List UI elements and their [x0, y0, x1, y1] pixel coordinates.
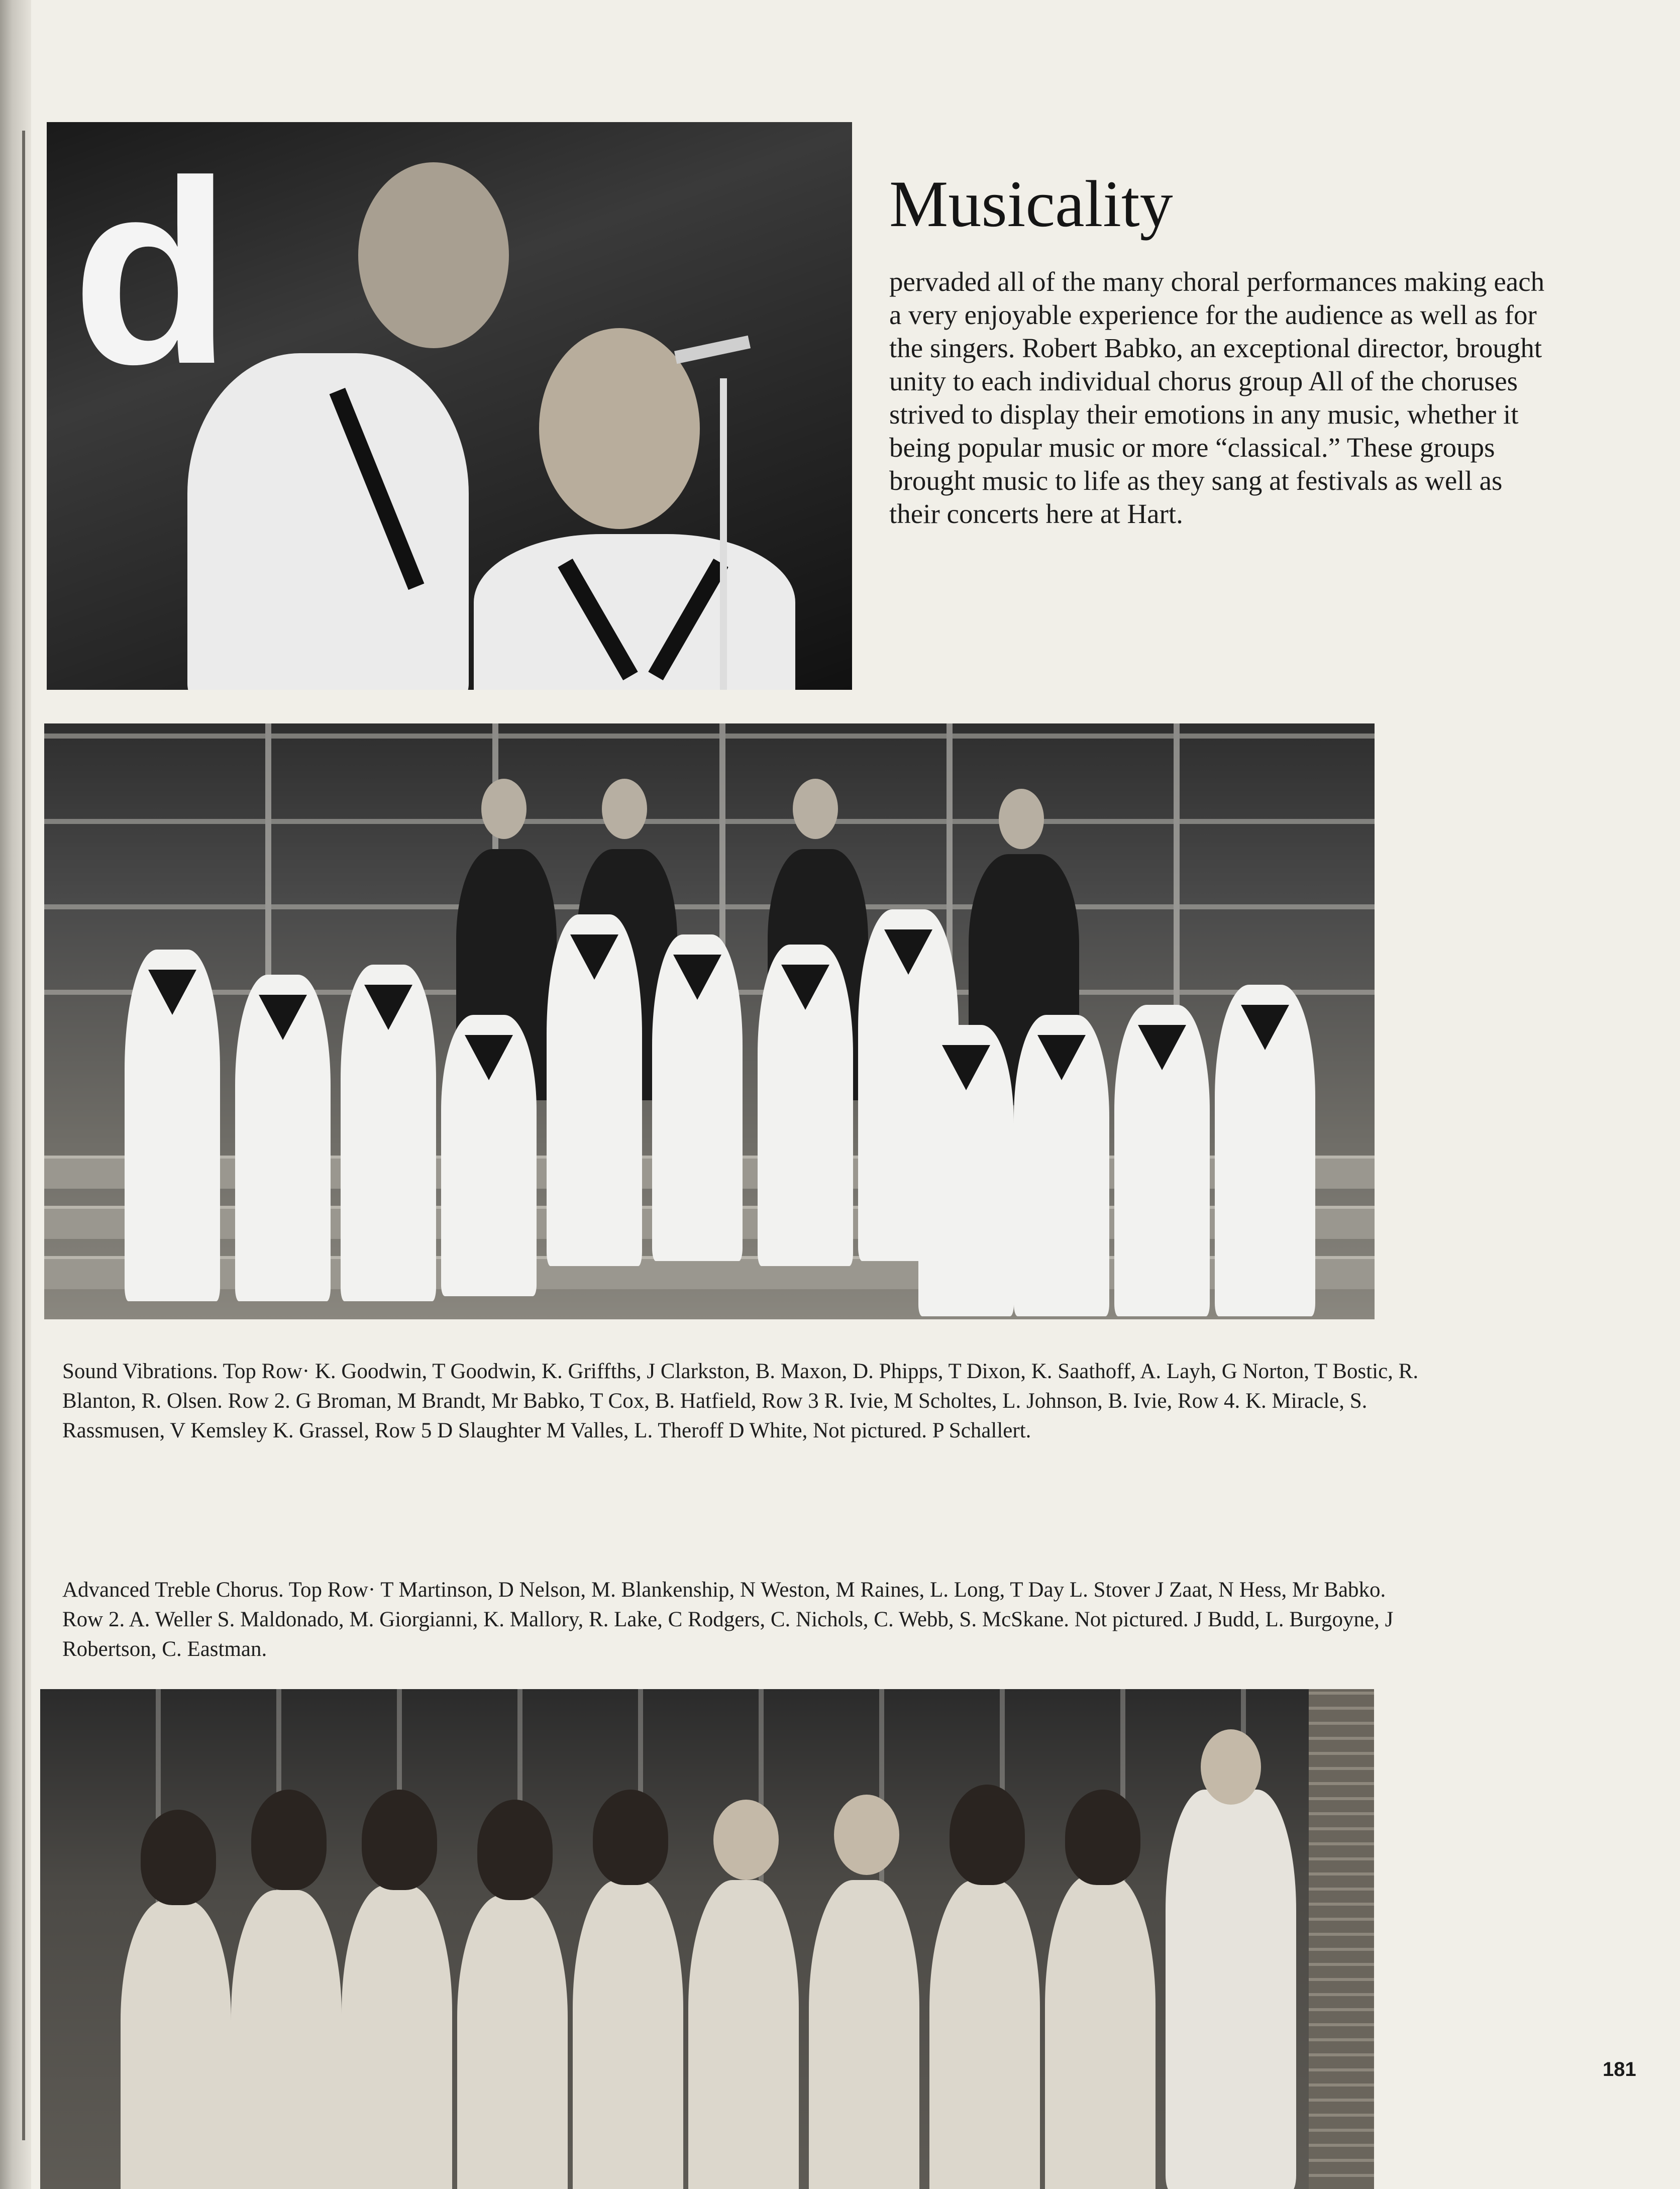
- singer-suit: [758, 945, 853, 1266]
- singer-suit: [235, 975, 331, 1301]
- singer-gown: [688, 1880, 799, 2189]
- singer-suit: [1014, 1015, 1109, 1316]
- band-member-head: [481, 779, 527, 839]
- singer-suit: [652, 934, 743, 1261]
- binding-edge: [22, 131, 25, 2140]
- brick-wall: [1309, 1689, 1374, 2189]
- director-suit: [1166, 1790, 1296, 2189]
- singer-hair: [950, 1785, 1025, 1885]
- singer-left-head: [358, 162, 509, 348]
- intro-paragraph: pervaded all of the many choral performances making each a very enjoyable experience for the audience as well as for the singers. Robert Babko, an exceptional director, brought unity to each individual chorus group All of the choruses strived to display their emotions in any music, whether it being popular music or more “classical.” These groups brought music to life as they sang at festivals as well as their concerts here at Hart.: [889, 266, 1545, 529]
- singer-hair: [251, 1790, 327, 1890]
- treble-chorus-photo: [40, 1689, 1374, 2189]
- singer-hair: [141, 1810, 216, 1905]
- sound-vibrations-caption: Sound Vibrations. Top Row· K. Goodwin, T Goodwin, K. Griffths, J Clarkston, B. Maxon, D. Phipps, T Dixon, K. Saathoff, A. Layh, G Norton, T Bostic, R. Blanton, R. Olsen. Row 2. G Broman, M Brandt, Mr Babko, T Cox, B. Hatfield, Row 3 R. Ivie, M Scholtes, L. Johnson, B. Ivie, Row 4. K. Miracle, S. Rassmusen, V Kemsley K. Grassel, Row 5 D Slaughter M Valles, L. Theroff D White, Not pictured. P Schallert.: [62, 1360, 1419, 1442]
- singer-suit: [1114, 1005, 1210, 1316]
- band-member-head: [793, 779, 838, 839]
- singer-suit: [1215, 985, 1315, 1316]
- singer-gown: [809, 1880, 919, 2189]
- singer-face: [713, 1800, 779, 1880]
- singer-gown: [573, 1880, 683, 2189]
- singer-suit: [441, 1015, 537, 1296]
- singer-gown: [231, 1890, 342, 2189]
- singer-suit: [125, 950, 220, 1301]
- band-member-head: [999, 789, 1044, 849]
- singer-face: [834, 1795, 899, 1875]
- singer-gown: [457, 1895, 568, 2189]
- singer-suit: [341, 965, 436, 1301]
- sign-letter: d: [72, 127, 232, 419]
- concert-photo: [47, 122, 852, 690]
- singer-hair: [1065, 1790, 1140, 1885]
- director-face: [1201, 1729, 1261, 1805]
- band-member-head: [602, 779, 647, 839]
- page-title: Musicality: [889, 167, 1173, 241]
- singer-gown: [342, 1885, 452, 2189]
- singer-hair: [362, 1790, 437, 1890]
- singer-gown: [929, 1880, 1040, 2189]
- page-number: 181: [1603, 2058, 1636, 2080]
- singer-left-body: [187, 353, 469, 690]
- singer-hair: [477, 1800, 553, 1900]
- singer-hair: [593, 1790, 668, 1885]
- page-binding: [0, 0, 31, 2189]
- singer-suit: [918, 1025, 1014, 1316]
- treble-chorus-caption: Advanced Treble Chorus. Top Row· T Martinson, D Nelson, M. Blankenship, N Weston, M Raines, L. Long, T Day L. Stover J Zaat, N Hess, Mr Babko. Row 2. A. Weller S. Maldonado, M. Giorgianni, K. Mallory, R. Lake, C Rodgers, C. Nichols, C. Webb, S. McSkane. Not pictured. J Budd, L. Burgoyne, J Robertson, C. Eastman.: [62, 1578, 1394, 1661]
- sound-vibrations-photo: [44, 723, 1375, 1319]
- singer-suit: [547, 914, 642, 1266]
- singer-gown: [1045, 1875, 1156, 2189]
- microphone-boom: [674, 336, 751, 364]
- microphone-stand: [720, 378, 727, 690]
- singer-gown: [121, 1900, 231, 2189]
